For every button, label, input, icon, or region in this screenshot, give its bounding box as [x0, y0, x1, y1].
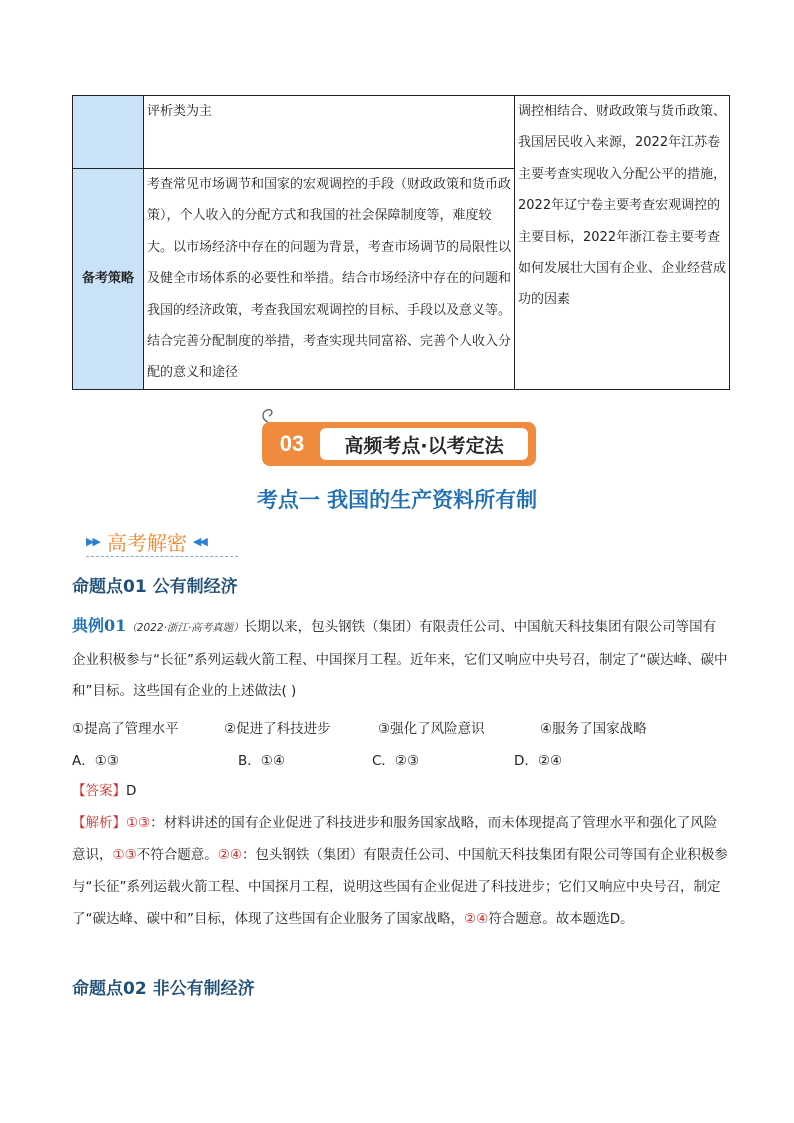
option-item: ③强化了风险意识: [378, 721, 485, 737]
table-cell: 评析类为主: [144, 96, 515, 169]
analysis-text: 符合题意。故本题选D。: [488, 911, 634, 927]
subsection-heading: 命题点01 公有制经济: [72, 577, 238, 597]
analysis-mark: ①③: [112, 847, 137, 863]
example-paragraph: [72, 610, 728, 708]
choice-item: A．①③: [72, 753, 119, 769]
table-label-cell: 备考策略: [73, 169, 144, 390]
double-arrow-left-icon: ◀◀: [192, 534, 206, 548]
example-tag: 典例01: [72, 616, 127, 635]
options-row: [72, 712, 728, 742]
subsection-heading: 命题点02 非公有制经济: [72, 979, 255, 999]
answer-value: D: [126, 783, 137, 799]
double-arrow-right-icon: ▶▶: [86, 534, 99, 548]
swirl-icon: [258, 404, 278, 424]
point-title: 考点一 我国的生产资料所有制: [256, 488, 538, 512]
table-label-cell-empty: [73, 96, 144, 169]
analysis-label: 【解析】: [72, 815, 126, 831]
choice-item: C．②③: [372, 753, 420, 769]
divider: [86, 556, 238, 557]
gaokao-header: [86, 526, 246, 556]
analysis-mark: ①③: [126, 815, 151, 831]
banner-number: 03: [262, 422, 322, 466]
analysis-text: ：包头钢铁（集团）有限责任公司、中国航天科技集团有限公司等国有企业积极参与“长征”系列运载火箭工程、中国探月工程，说明这些国有企业促进了科技进步；它们又响应中央号召，制定了“碳达峰、碳中和”目标，体现了这些国有企业服务了国家战略，: [72, 847, 728, 927]
option-item: ④服务了国家战略: [540, 721, 647, 737]
banner-title: 高频考点·以考定法: [320, 428, 528, 460]
answer-line: [72, 776, 136, 806]
example-source: （2022·浙江·高考真题）: [126, 622, 244, 634]
analysis-mark: ②④: [217, 847, 242, 863]
analysis-mark: ②④: [464, 911, 489, 927]
option-item: ②促进了科技进步: [224, 721, 331, 737]
table-cell: 考查常见市场调节和国家的宏观调控的手段（财政政策和货币政策），个人收入的分配方式和我国的社会保障制度等，难度较大。以市场经济中存在的问题为背景，考查市场调节的局限性以及健全市场体系的必要性和举措。结合市场经济中存在的问题和我国的经济政策，考查我国宏观调控的目标、手段以及意义等。结合完善分配制度的举措，考查实现共同富裕、完善个人收入分配的意义和途径: [144, 169, 515, 390]
strategy-table: [72, 95, 730, 390]
choice-item: B．①④: [238, 753, 285, 769]
analysis-text: ：材料讲述的国有企业促进了科技进步和服务国家战略，而未体现提高了管理水平和强化了风险意识，: [72, 815, 718, 863]
choice-item: D．②④: [514, 753, 563, 769]
table-row: [73, 96, 730, 169]
answer-label: 【答案】: [72, 783, 126, 799]
section-banner: [262, 418, 538, 468]
option-item: ①提高了管理水平: [72, 721, 179, 737]
analysis-paragraph: [72, 807, 728, 935]
table-cell-right: 调控相结合、财政政策与货币政策、我国居民收入来源，2022年江苏卷主要考查实现收入分配公平的措施，2022年辽宁卷主要考查宏观调控的主要目标，2022年浙江卷主要考查如何发展壮大国有企业、企业经营成功的因素: [515, 96, 730, 390]
analysis-text: 不符合题意。: [136, 847, 218, 863]
example-text: 长期以来，包头钢铁（集团）有限责任公司、中国航天科技集团有限公司等国有企业积极参与“长征”系列运载火箭工程、中国探月工程。近年来，它们又响应中央号召，制定了“碳达峰、碳中和”目标。这些国有企业的上述做法( ): [72, 619, 728, 700]
choices-row: [72, 744, 728, 774]
gaokao-title: 高考解密: [106, 530, 187, 555]
